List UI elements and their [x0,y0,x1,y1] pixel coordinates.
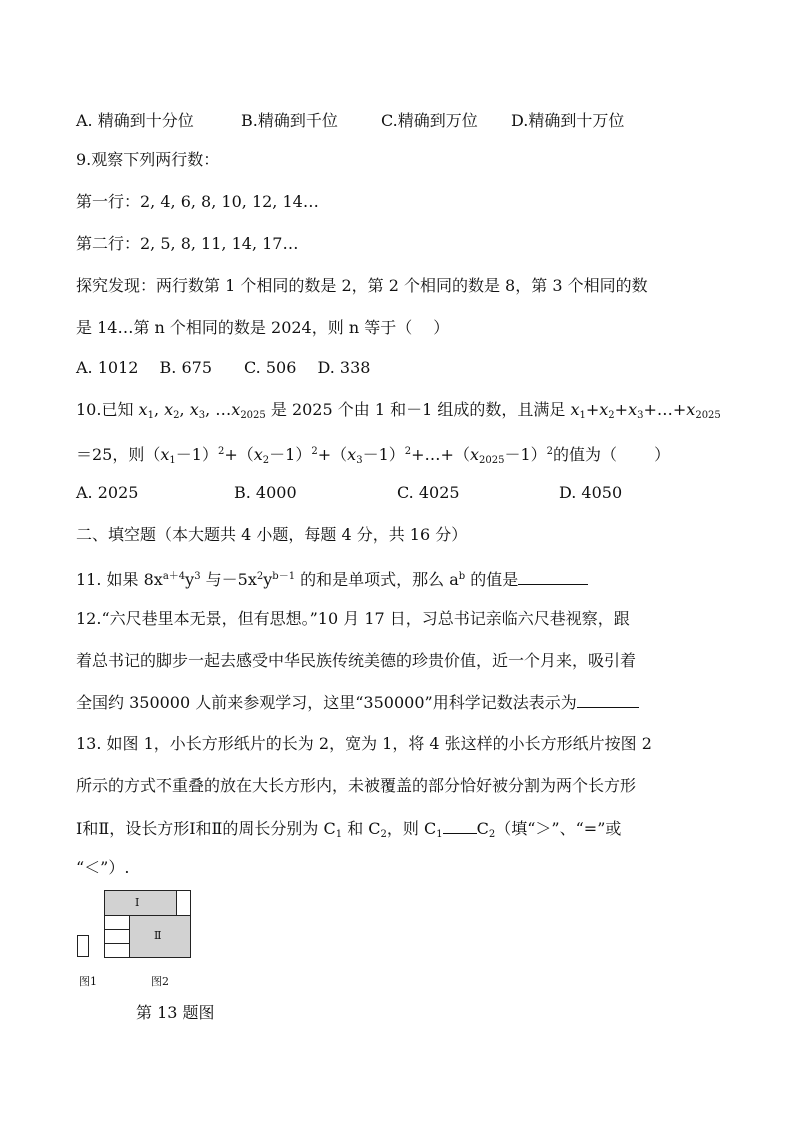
q13-sub2: 2 [380,829,387,840]
q10-option-b: B. 4000 [234,483,297,502]
q13-l3-mid: 和 C [342,819,381,838]
section-title: 二、填空题（本大题共 4 小题，每题 4 分，共 16 分） [76,525,468,544]
q9-stem: 9.观察下列两行数： [76,150,220,169]
q13-line3 [76,818,621,845]
q11-exp5: b [458,571,466,582]
q11 [76,567,588,590]
q13-sub3: 1 [436,829,443,840]
q8-option-a: A. 精确到十分位 [76,111,194,130]
q8-option-d: D.精确到十万位 [511,111,625,130]
q11-y: y [185,570,195,589]
q10-option-d: D. 4050 [559,483,623,502]
fig1-small-rectangle [77,935,89,957]
q10-line2: ＝25，则$(x_1-1)^2+(x_2-1)^2+(x_3-1)^2+\dots+(x_{2025}-1)^2$的值为（ ） [76,445,671,466]
q13-l3-mid2: ，则 C [386,819,437,838]
q9-explore-line1: 探究发现：两行数第 1 个相同的数是 2，第 2 个相同的数是 8，第 3 个相同的数 [76,276,648,295]
q10-line1: 10.已知 $x_1$, $x_2$, $x_3$, $\dots x_{2025}$ 是 2025 个由 1 和－1 组成的数，且满足 $x_1+x_2+x_3+\dots+x_{2025}$ [76,400,721,421]
q13-line1: 13. 如图 1，小长方形纸片的长为 2，宽为 1，将 4 张这样的小长方形纸片按图 2 [76,734,652,753]
q10-mid: 是 2025 个由 1 和－1 组成的数，且满足 [265,400,571,419]
q12-line3 [76,692,639,713]
q10-prefix: 10.已知 [76,400,139,419]
fig2-stacked-paper-2 [104,929,130,944]
q11-y2: y [263,570,273,589]
q13-line2: 所示的方式不重叠的放在大长方形内，未被覆盖的部分恰好被分割为两个长方形 [76,776,637,795]
q12-answer-blank[interactable] [577,692,639,708]
q11-pre: 11. 如果 8x [76,570,163,589]
q11-exp3: 2 [256,571,264,582]
fig2-stacked-paper-1 [104,915,130,930]
q10-option-a: A. 2025 [76,483,139,502]
fig2-label: 图2 [151,975,169,988]
q13-answer-blank[interactable] [443,818,477,834]
fig2-label-I: Ⅰ [135,896,140,909]
q8-option-c: C.精确到万位 [381,111,478,130]
q12-line1: 12.“六尺巷里本无景，但有思想。”10 月 17 日，习总书记亲临六尺巷视察，跟 [76,609,630,628]
q13-l3-mid3: C [476,819,489,838]
q9-row1: 第一行：2, 4, 6, 8, 10, 12, 14… [76,192,319,211]
fig2-stacked-paper-3 [104,943,130,958]
q11-exp2: 3 [194,571,201,582]
q13-sub1: 1 [335,829,343,840]
fig2-vertical-paper [176,890,191,916]
q8-option-b: B.精确到千位 [241,111,338,130]
q11-mid: 与－5x [200,570,257,589]
fig1-label: 图1 [79,975,97,988]
q9-options: A. 1012 B. 675 C. 506 D. 338 [76,358,371,377]
q13-figure-caption: 第 13 题图 [136,1003,215,1022]
q10-option-c: C. 4025 [397,483,460,502]
q11-exp1: a＋4 [162,571,186,582]
q13-l3-pre: Ⅰ和Ⅱ，设长方形Ⅰ和Ⅱ的周长分别为 C [76,819,336,838]
q9-explore-line2: 是 14…第 n 个相同的数是 2024，则 n 等于（ ） [76,318,450,337]
q11-exp4: b－1 [272,571,296,582]
q12-line3-text: 全国约 350000 人前来参观学习，这里“350000”用科学记数法表示为 [76,693,577,712]
q9-row2: 第二行：2, 5, 8, 11, 14, 17… [76,234,299,253]
q13-l3-end: （填“＞”、“=”或 [495,819,622,838]
q11-mid2: 的和是单项式，那么 a [295,570,459,589]
q13-sub4: 2 [488,829,496,840]
fig2-label-II: Ⅱ [154,929,162,942]
q11-answer-blank[interactable] [518,569,588,585]
q10-line2-start: ＝25，则（ [76,445,161,464]
q12-line2: 着总书记的脚步一起去感受中华民族传统美德的珍贵价值，近一个月来，吸引着 [76,651,637,670]
q11-end: 的值是 [465,570,519,589]
q10-line2-end: 的值为（ ） [553,445,671,464]
fig2-region-I [104,890,177,916]
q13-line4: “＜”）. [76,858,130,877]
